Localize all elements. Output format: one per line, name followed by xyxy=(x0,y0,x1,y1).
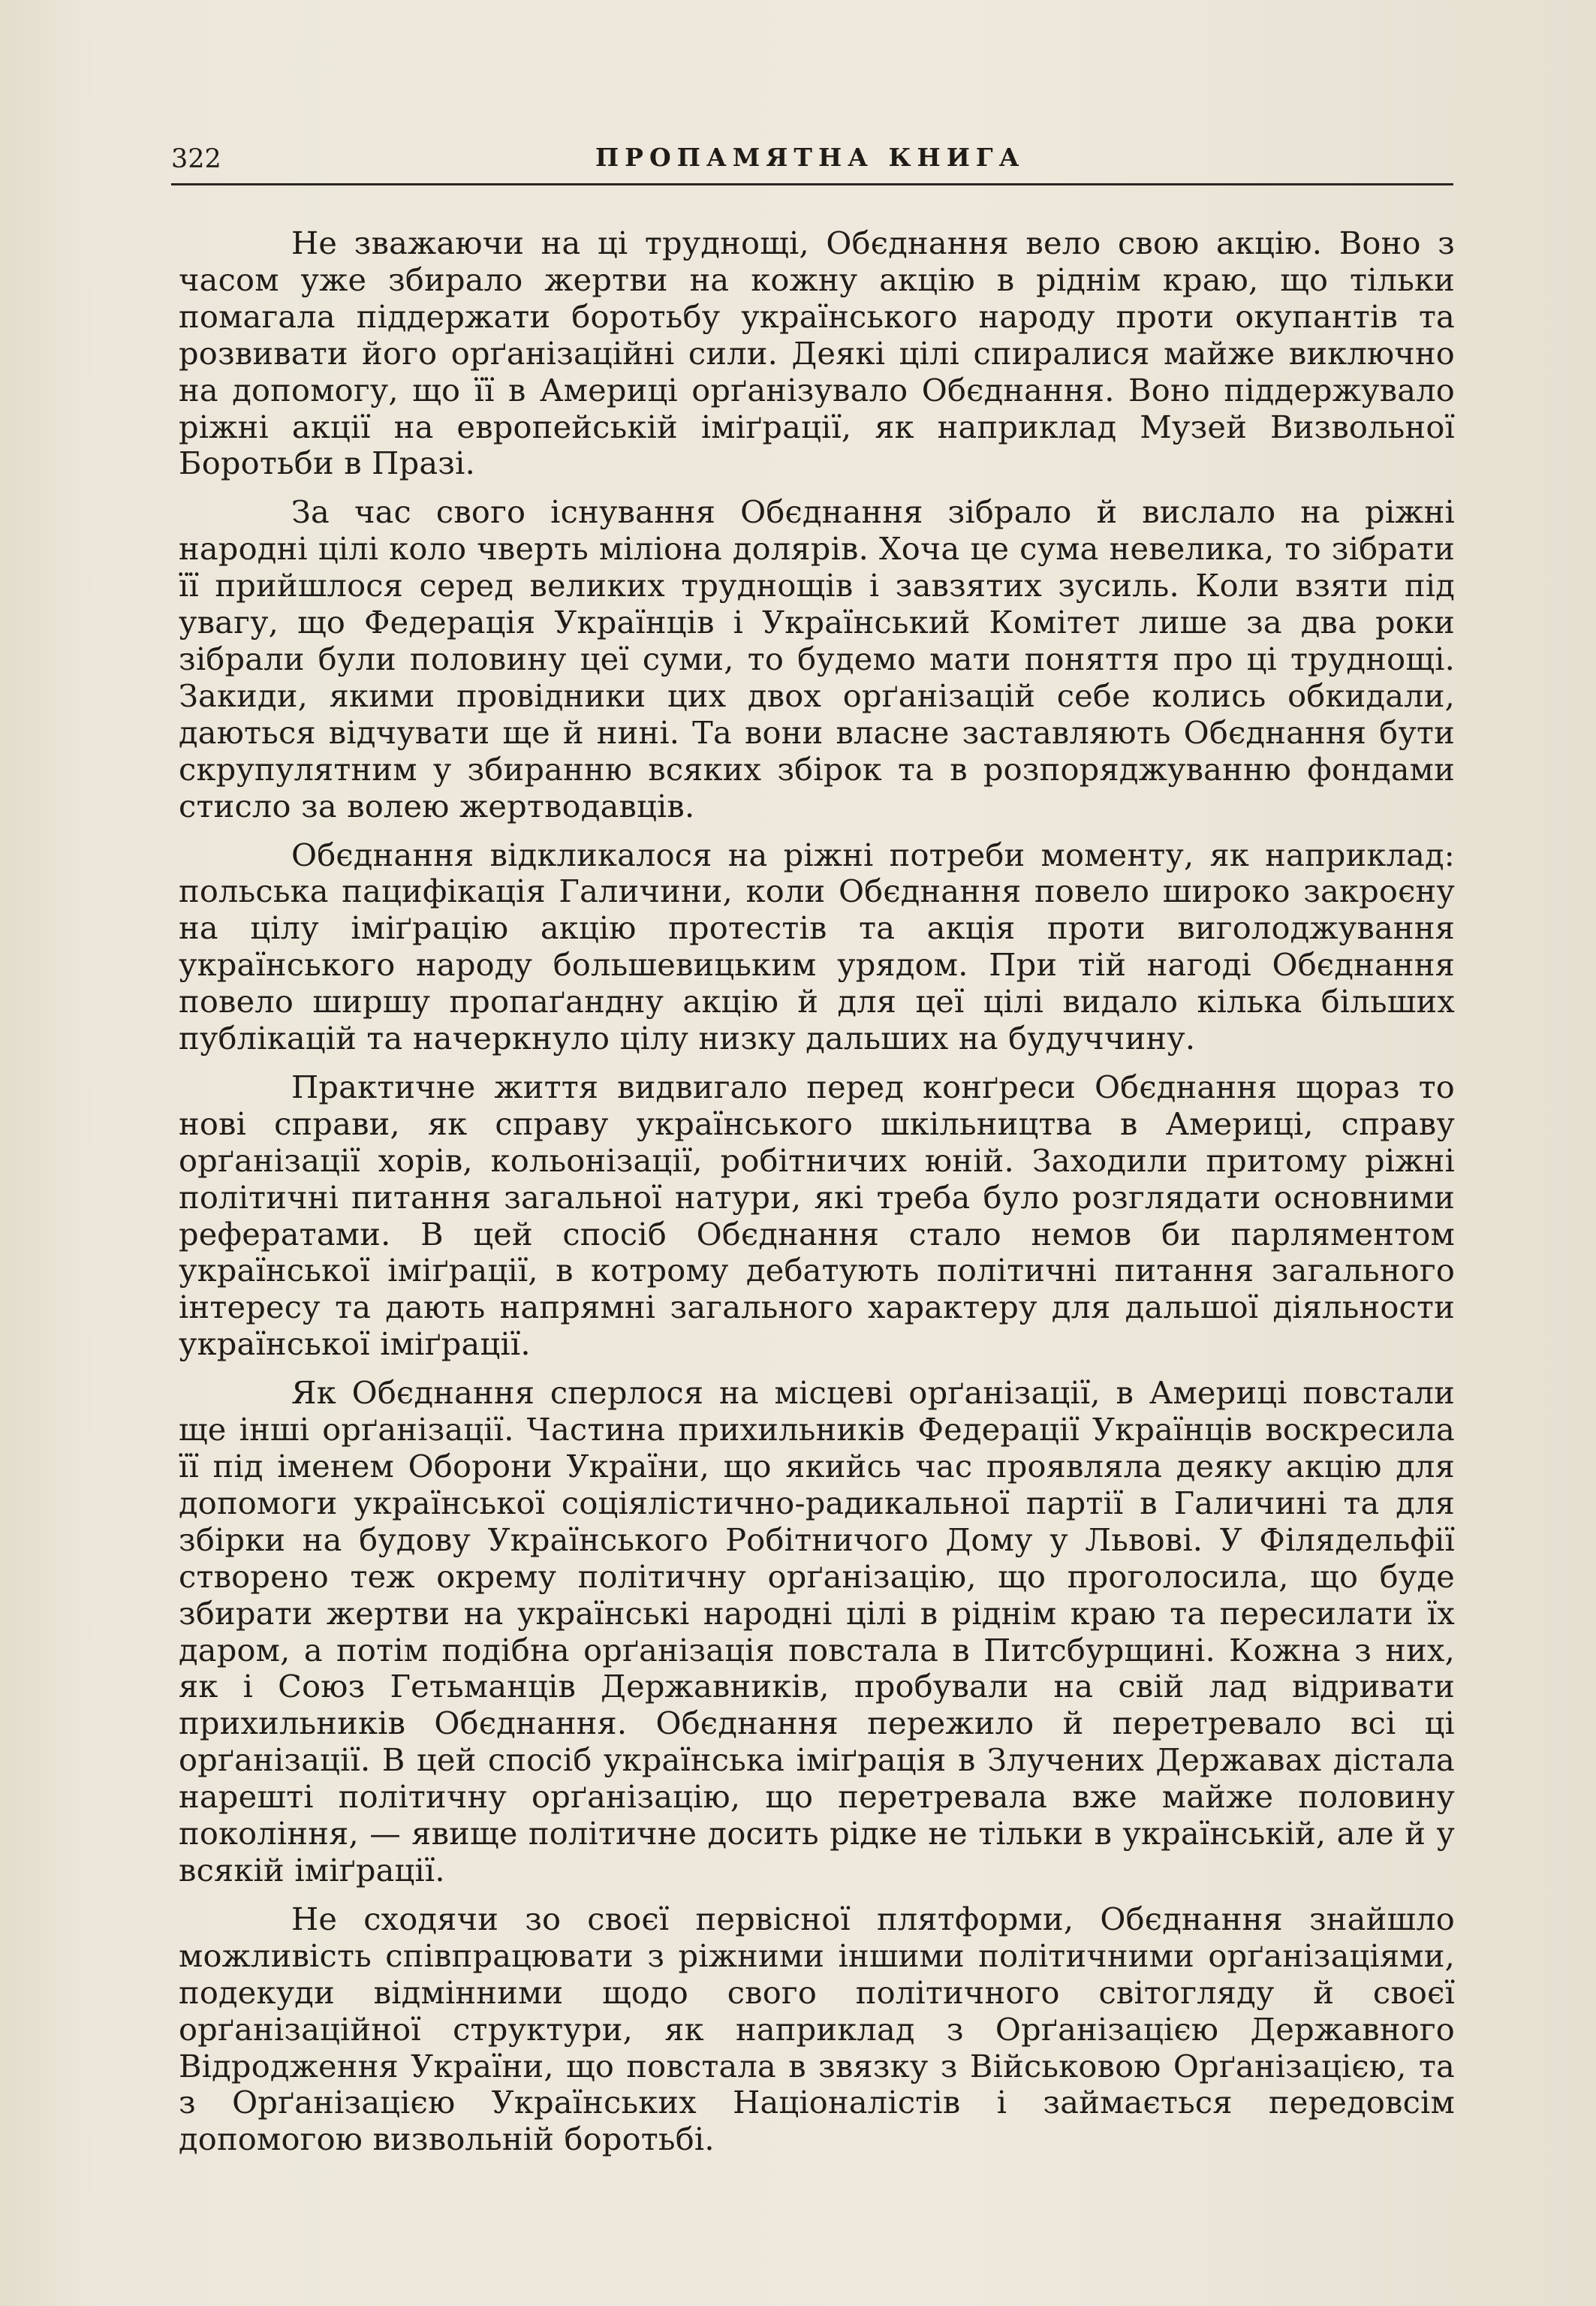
paragraph-2: За час свого існування Обєднання зібрало й вислало на ріжні народні цілі коло чверть міліона долярів. Хоча це сума невелика, то зібрати її прийшлося серед великих труднощів і завзятих зусиль. Коли взяти під увагу, що Федерація Українців і Український Комітет лише за два роки зібрали були половину цеї суми, то будемо мати поняття про ці труднощі. Закиди, якими провідники цих двох орґанізацій себе колись обкидали, даються відчувати ще й нині. Та вони власне заставляють Обєднання бути скрупулятним у збиранню всяких збірок та в розпоряджуванню фондами стисло за волею жертводавців. xyxy=(179,493,1455,824)
running-title: ПРОПАМЯТНА КНИГА xyxy=(595,143,1025,172)
paragraph-4: Практичне життя видвигало перед конґреси Обєднання щораз то нові справи, як справу українського шкільництва в Америці, справу орґанізації хорів, кольонізації, робітничих юній. Заходили притому ріжні політичні питання загальної натури, які треба було розглядати основними рефератами. В цей спосіб Обєднання стало немов би парляментом української іміґрації, в котрому дебатують політичні питання загального інтересу та дають напрямні загального характеру для дальшої діяльности української іміґрації. xyxy=(179,1068,1455,1363)
body-text xyxy=(179,225,1455,2170)
page-header xyxy=(171,141,1455,186)
paragraph-1: Не зважаючи на ці труднощі, Обєднання вело свою акцію. Воно з часом уже збирало жертви на кожну акцію в ріднім краю, що тільки помагала піддержати боротьбу українського народу проти окупантів та розвивати його орґанізаційні сили. Деякі цілі спиралися майже виключно на допомогу, що її в Америці орґанізувало Обєднання. Воно піддержувало ріжні акції на европейській іміґрації, як наприклад Музей Визвольної Боротьби в Празі. xyxy=(179,225,1455,482)
paragraph-5: Як Обєднання сперлося на місцеві орґанізації, в Америці повстали ще інші орґанізації. Частина прихильників Федерації Українців воскресила її під іменем Оборони України, що якийсь час проявляла деяку акцію для допомоги української соціялістично-радикальної партії в Галичині та для збірки на будову Українського Робітничого Дому у Львові. У Філядельфії створено теж окрему політичну орґанізацію, що проголосила, що буде збирати жертви на українські народні цілі в ріднім краю та пересилати їх даром, а потім подібна орґанізація повстала в Питсбурщині. Кожна з них, як і Союз Гетьманців Державників, пробували на свій лад відривати прихильників Обєднання. Обєднання пережило й перетревало всі ці орґанізації. В цей спосіб українська іміґрація в Злучених Державах дістала нарешті політичну орґанізацію, що перетревала вже майже половину покоління, — явище політичне досить рідке не тільки в українській, але й у всякій іміґрації. xyxy=(179,1374,1455,1889)
page-number: 322 xyxy=(171,144,221,174)
header-rule xyxy=(171,183,1453,185)
paragraph-3: Обєднання відкликалося на ріжні потреби моменту, як наприклад: польська пацифікація Галичини, коли Обєднання повело широко закроєну на цілу іміґрацію акцію протестів та акція проти виголоджування українського народу большевицьким урядом. При тій нагоді Обєднання повело ширшу пропаґандну акцію й для цеї цілі видало кілька більших публікацій та начеркнуло цілу низку дальших на будуччину. xyxy=(179,836,1455,1057)
paragraph-6: Не сходячи зо своєї первісної плятформи, Обєднання знайшло можливість співпрацювати з ріжними іншими політичними орґанізаціями, подекуди відмінними щодо свого політичного світогляду й своєї орґанізаційної структури, як наприклад з Орґанізацією Державного Відродження України, що повстала в звязку з Військовою Орґанізацією, та з Орґанізацією Українських Націоналістів і займається передовсім допомогою визвольній боротьбі. xyxy=(179,1900,1455,2158)
